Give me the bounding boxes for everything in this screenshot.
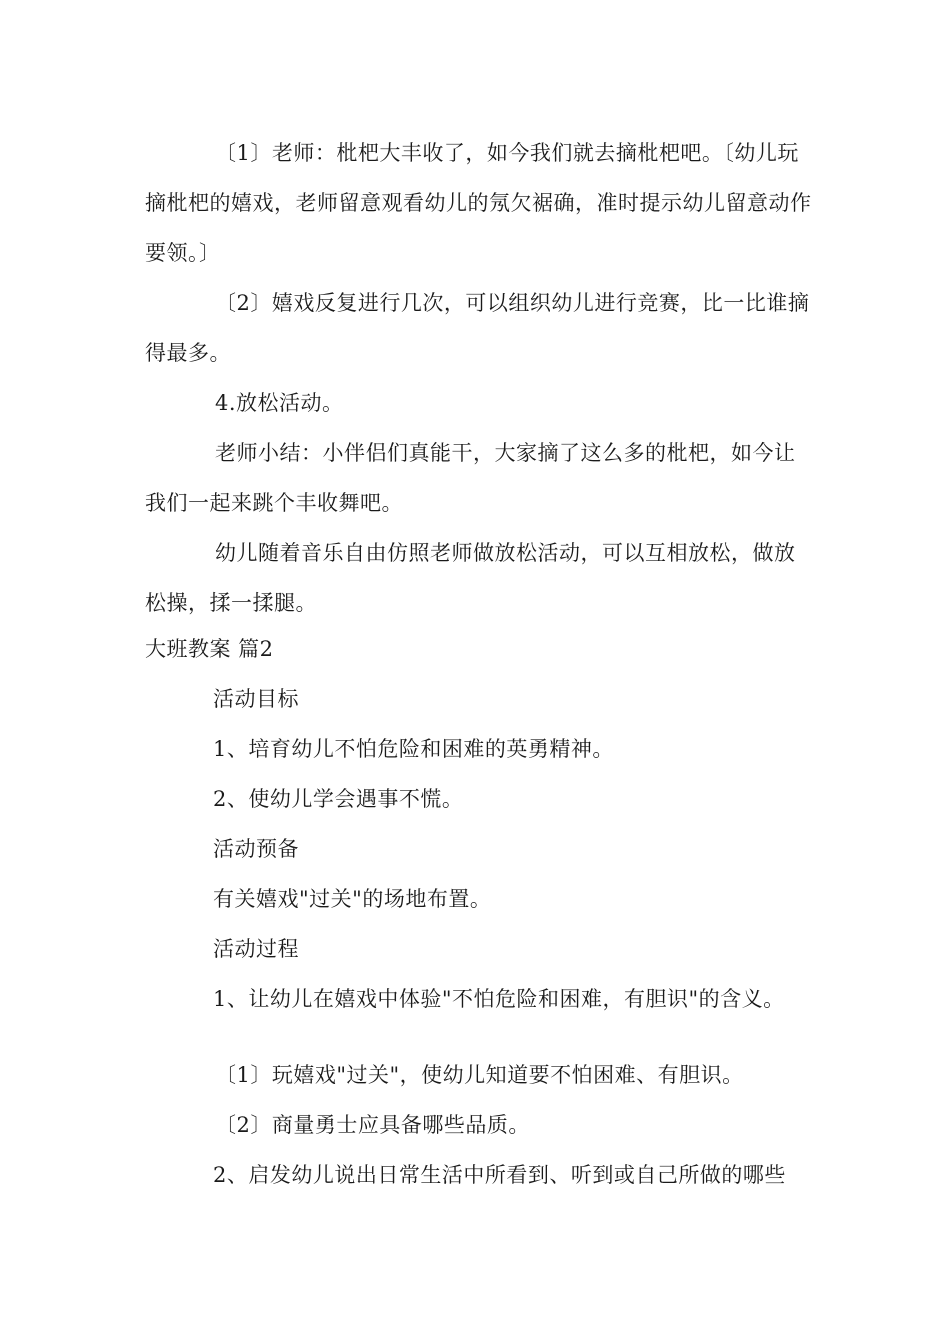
- paragraph-prep-detail: 有关嬉戏"过关"的场地布置。: [213, 887, 492, 911]
- paragraph-repeat-game: 〔2〕嬉戏反复进行几次，可以组织幼儿进行竞赛，比一比谁摘得最多。: [145, 291, 810, 365]
- paragraph-process-1: 1、让幼儿在嬉戏中体验"不怕危险和困难，有胆识"的含义。: [213, 987, 785, 1011]
- paragraph-activity-goals: 活动目标: [213, 687, 299, 711]
- paragraph-activity-prep: 活动预备: [213, 837, 299, 861]
- paragraph-teacher-summary: 老师小结：小伴侣们真能干，大家摘了这么多的枇杷，如今让我们一起来跳个丰收舞吧。: [145, 441, 796, 515]
- paragraph-process-1-2: 〔2〕商量勇士应具备哪些品质。: [215, 1113, 530, 1137]
- paragraph-relax-title: 4.放松活动。: [215, 391, 344, 415]
- paragraph-process-2: 2、启发幼儿说出日常生活中所看到、听到或自己所做的哪些: [213, 1163, 786, 1187]
- paragraph-activity-process: 活动过程: [213, 937, 299, 961]
- paragraph-process-1-1: 〔1〕玩嬉戏"过关"，使幼儿知道要不怕困难、有胆识。: [215, 1063, 744, 1087]
- section-heading: 大班教案 篇2: [145, 637, 274, 661]
- paragraph-goal-1: 1、培育幼儿不怕危险和困难的英勇精神。: [213, 737, 614, 761]
- paragraph-goal-2: 2、使幼儿学会遇事不慌。: [213, 787, 464, 811]
- paragraph-relax-activity: 幼儿随着音乐自由仿照老师做放松活动，可以互相放松，做放松操，揉一揉腿。: [145, 541, 796, 615]
- paragraph-pick-loquat: 〔1〕老师：枇杷大丰收了，如今我们就去摘枇杷吧。〔幼儿玩摘枇杷的嬉戏，老师留意观看幼儿的氖欠裾确，准时提示幼儿留意动作要领。〕: [145, 141, 812, 265]
